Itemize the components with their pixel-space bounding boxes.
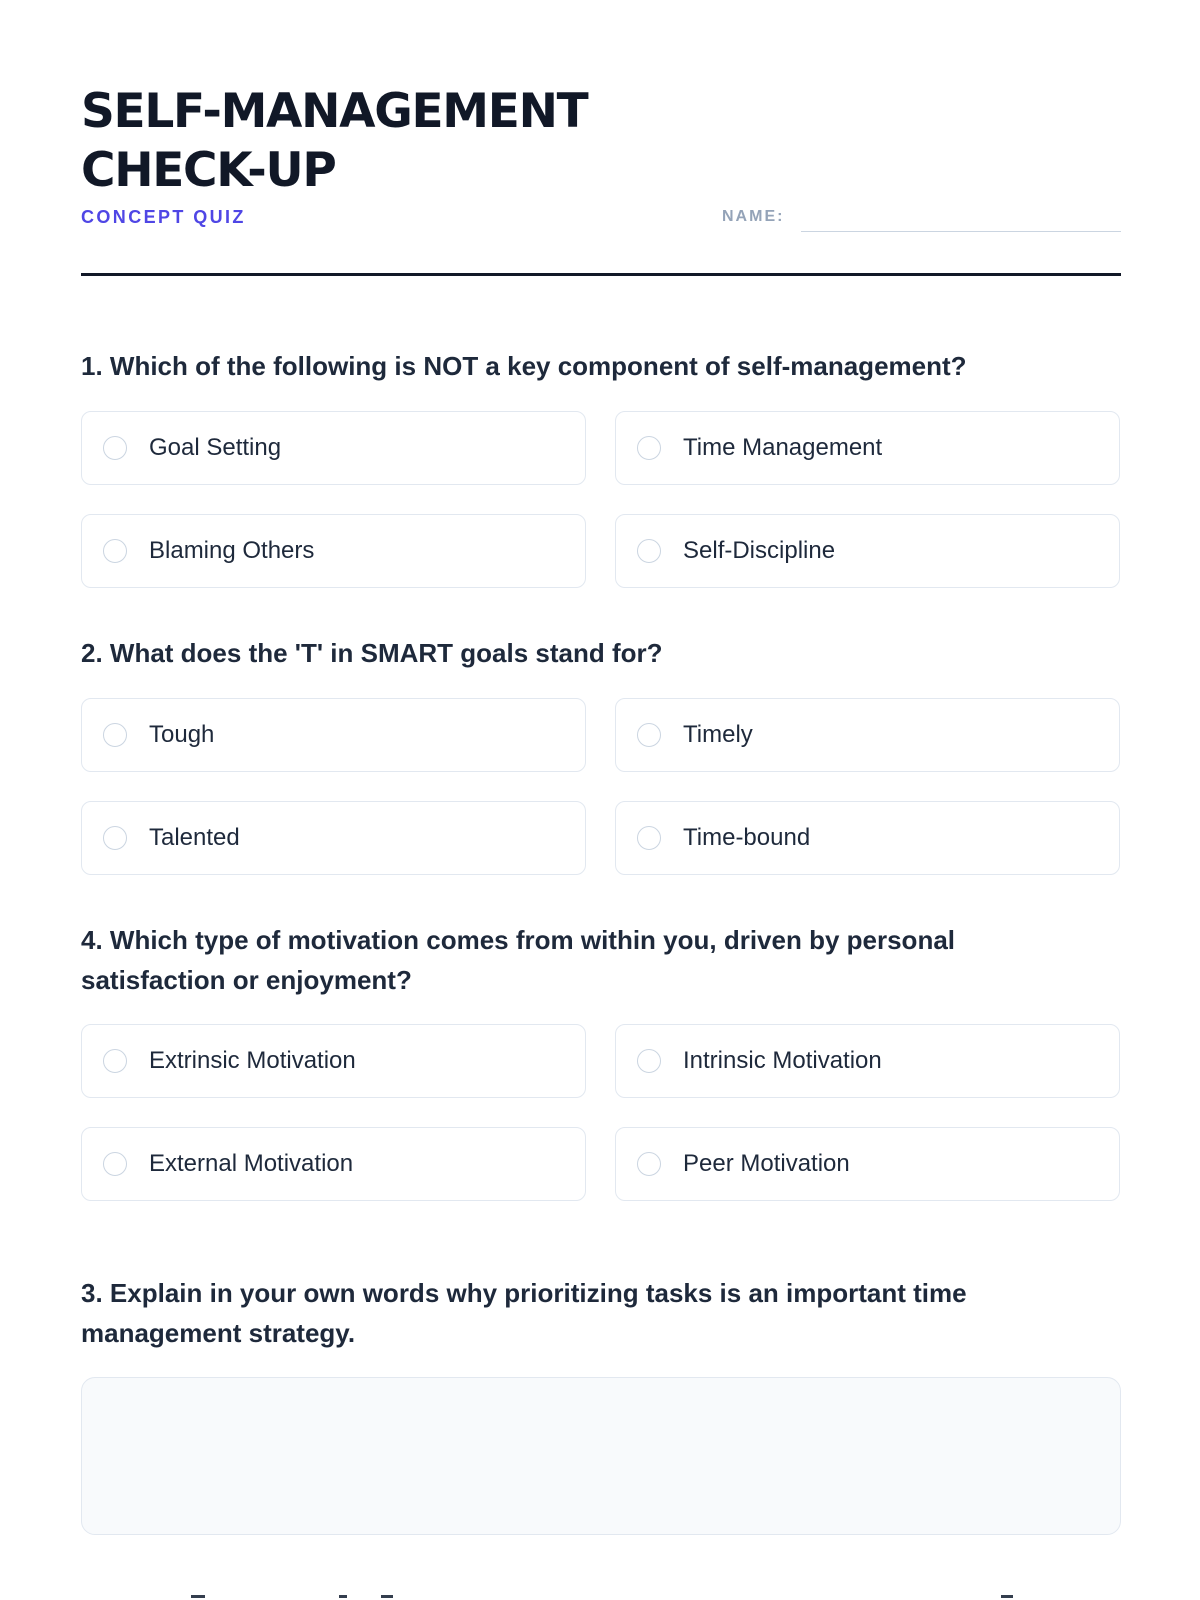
name-field[interactable] <box>801 231 1121 232</box>
text-fragment <box>1001 1595 1013 1600</box>
radio-button[interactable] <box>637 826 661 850</box>
page-title-line-1: SELF-MANAGEMENT <box>81 84 588 139</box>
q4-option-external[interactable] <box>81 1127 586 1201</box>
radio-button[interactable] <box>637 1152 661 1176</box>
q4-option-extrinsic[interactable] <box>81 1024 586 1098</box>
text-fragment <box>381 1595 393 1600</box>
option-label: Blaming Others <box>149 537 315 564</box>
q1-option-blaming-others[interactable] <box>81 514 586 588</box>
page-title-line-2: CHECK-UP <box>81 143 336 198</box>
radio-button[interactable] <box>637 539 661 563</box>
radio-button[interactable] <box>103 1152 127 1176</box>
q4-option-intrinsic[interactable] <box>615 1024 1120 1098</box>
radio-button[interactable] <box>103 436 127 460</box>
option-label: Peer Motivation <box>683 1150 850 1177</box>
q2-option-time-bound[interactable] <box>615 801 1120 875</box>
radio-button[interactable] <box>637 723 661 747</box>
radio-button[interactable] <box>103 826 127 850</box>
q4-option-peer[interactable] <box>615 1127 1120 1201</box>
text-fragment <box>339 1595 347 1600</box>
q1-option-self-discipline[interactable] <box>615 514 1120 588</box>
name-label: NAME: <box>722 208 785 225</box>
question-2-text: 2. What does the 'T' in SMART goals stand for? <box>81 638 663 668</box>
question-1-text: 1. Which of the following is NOT a key component of self-management? <box>81 351 967 381</box>
option-label: Time Management <box>683 434 883 461</box>
option-label: External Motivation <box>149 1150 354 1177</box>
option-label: Self-Discipline <box>683 537 836 564</box>
q2-option-talented[interactable] <box>81 801 586 875</box>
option-label: Talented <box>149 824 240 851</box>
option-label: Tough <box>149 721 215 748</box>
option-label: Timely <box>683 721 753 748</box>
radio-button[interactable] <box>103 723 127 747</box>
radio-button[interactable] <box>637 436 661 460</box>
q1-option-goal-setting[interactable] <box>81 411 586 485</box>
q2-option-timely[interactable] <box>615 698 1120 772</box>
option-label: Extrinsic Motivation <box>149 1047 356 1074</box>
radio-button[interactable] <box>637 1049 661 1073</box>
question-3-text: 3. Explain in your own words why prioritizing tasks is an important time management strategy. <box>81 1278 967 1348</box>
page-title <box>81 82 721 200</box>
page-subtitle: CONCEPT QUIZ <box>81 207 246 227</box>
next-question-cutoff <box>81 1585 1121 1600</box>
option-label: Intrinsic Motivation <box>683 1047 882 1074</box>
answer-textarea[interactable] <box>81 1377 1121 1535</box>
q1-option-time-management[interactable] <box>615 411 1120 485</box>
q2-option-tough[interactable] <box>81 698 586 772</box>
option-label: Goal Setting <box>149 434 282 461</box>
header-divider <box>81 273 1121 276</box>
radio-button[interactable] <box>103 539 127 563</box>
option-label: Time-bound <box>683 824 811 851</box>
question-4-text: 4. Which type of motivation comes from within you, driven by personal satisfaction or enjoyment? <box>81 925 956 995</box>
radio-button[interactable] <box>103 1049 127 1073</box>
text-fragment <box>191 1595 205 1600</box>
